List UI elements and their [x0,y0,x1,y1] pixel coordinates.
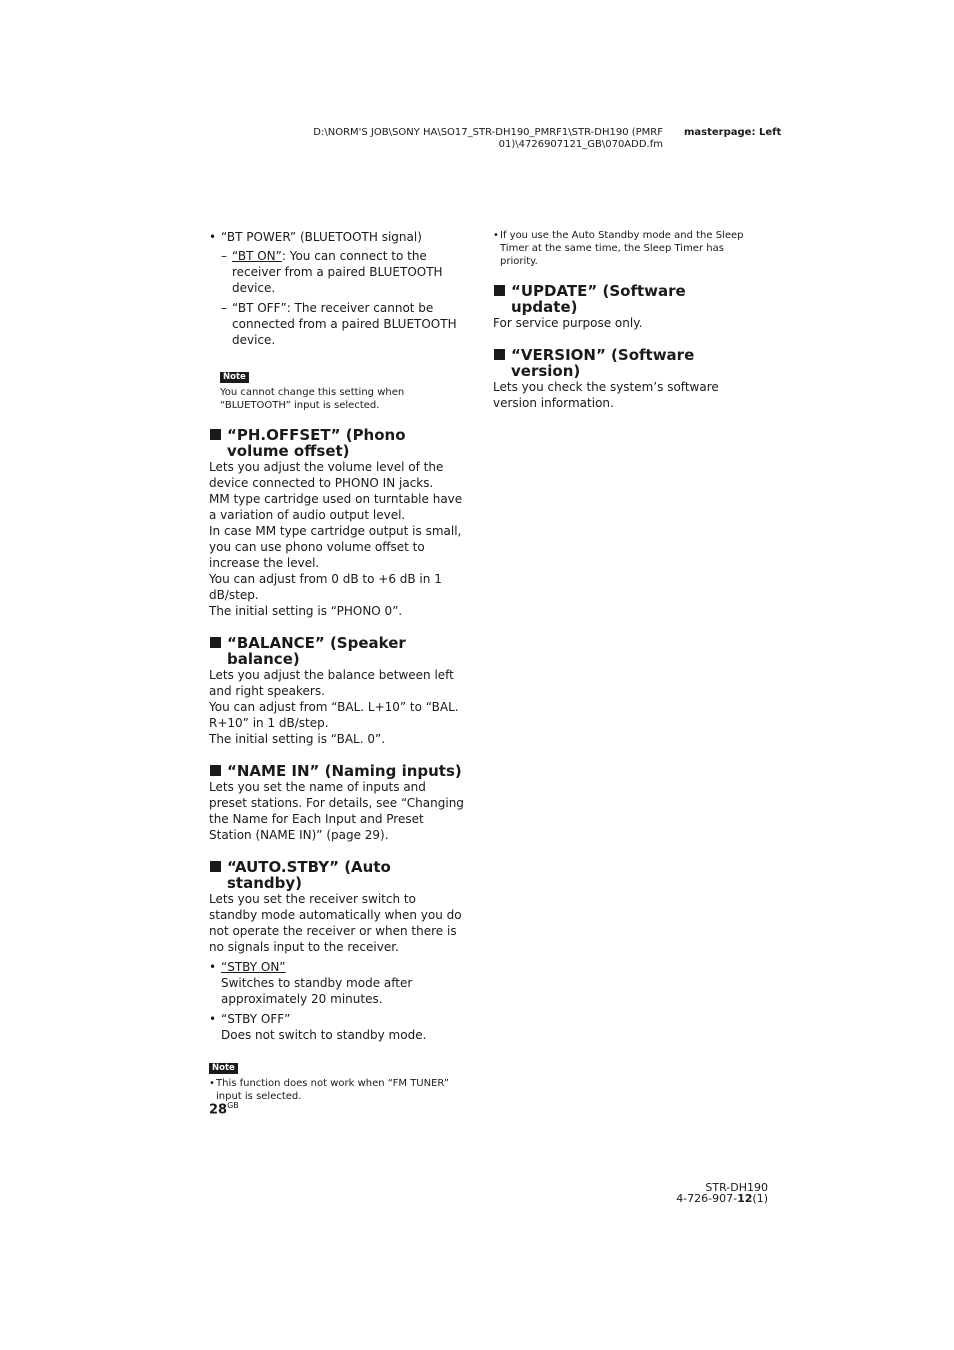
note-block-bluetooth [220,364,464,412]
section-heading-version: “VERSION” (Software version) [493,347,755,379]
section-ph-offset [209,427,464,619]
paragraph: The initial setting is “BAL. 0”. [209,732,386,746]
paragraph: You can adjust from “BAL. L+10” to “BAL. R+10” in 1 dB/step. [209,700,459,730]
file-path-line-1: D:\NORM'S JOB\SONY HA\SO17_STR-DH190_PMRF1\STR-DH190 (PMRF [313,127,663,138]
file-path-line-2: 01)\4726907121_GB\070ADD.fm [498,139,663,150]
masterpage-label: masterpage: Left [684,127,782,138]
note-text: You cannot change this setting when “BLUETOOTH” input is selected. [220,387,405,411]
note-bullet: • If you use the Auto Standby mode and the Sleep Timer at the same time, the Sleep Timer has priority. [493,229,755,268]
model-info [640,1182,768,1204]
square-bullet-icon [494,349,505,360]
note-badge: Note [209,1063,238,1074]
bt-on-item [209,248,464,296]
paragraph: For service purpose only. [493,316,643,330]
square-bullet-icon [494,285,505,296]
square-bullet-icon [210,765,221,776]
paragraph: You can adjust from 0 dB to +6 dB in 1 dB/step. [209,572,442,602]
paragraph: MM type cartridge used on turntable have a variation of audio output level. [209,492,463,522]
section-update [493,283,755,331]
bt-on-label: “BT ON” [232,249,282,263]
bt-on-text: : You can connect to the receiver from a paired BLUETOOTH device. [232,249,443,295]
paragraph: The initial setting is “PHONO 0”. [209,604,403,618]
section-heading-update: “UPDATE” (Software update) [493,283,755,315]
page-number: $28^{GB}$ [209,1101,239,1118]
stby-on-desc: Switches to standby mode after approximately 20 minutes. [221,976,413,1006]
section-heading-ph-offset: “PH.OFFSET” (Phono volume offset) [209,427,464,459]
paragraph: In case MM type cartridge output is small, you can use phono volume offset to increase the level. [209,524,462,570]
section-auto-stby [209,859,464,1043]
note-block-auto-stby [209,1055,464,1103]
paragraph: Lets you check the system’s software version information. [493,380,719,410]
model-code: 4-726-907-12(1) [676,1192,768,1205]
stby-on-label: “STBY ON” [221,960,286,974]
section-name-in [209,763,464,843]
stby-on-item [209,959,464,1007]
file-path-header [280,127,663,151]
paragraph: Lets you adjust the balance between left and right speakers. [209,668,454,698]
paragraph: Lets you set the name of inputs and preset stations. For details, see “Changing the Name for Each Input and Preset Station (NAME IN)” (page 29). [209,780,464,842]
section-heading-name-in: “NAME IN” (Naming inputs) [209,763,464,779]
stby-off-desc: Does not switch to standby mode. [221,1028,427,1042]
stby-off-item [209,1011,464,1043]
stby-off-label: “STBY OFF” [221,1012,291,1026]
bt-power-item: • “BT POWER” (BLUETOOTH signal) [209,229,464,245]
bt-off-item: – “BT OFF”: The receiver cannot be connected from a paired BLUETOOTH device. [209,300,464,348]
left-column [209,229,464,1103]
page-suffix: GB [227,1101,239,1110]
section-balance [209,635,464,747]
section-heading-balance: “BALANCE” (Speaker balance) [209,635,464,667]
square-bullet-icon [210,429,221,440]
section-version [493,347,755,411]
model-name: STR-DH190 [705,1181,768,1194]
paragraph: Lets you set the receiver switch to standby mode automatically when you do not operate the receiver or when there is no signals input to the receiver. [209,892,462,954]
paragraph: Lets you adjust the volume level of the device connected to PHONO IN jacks. [209,460,444,490]
right-column [493,229,755,411]
square-bullet-icon [210,637,221,648]
note-badge: Note [220,372,249,383]
section-heading-auto-stby: “AUTO.STBY” (Auto standby) [209,859,464,891]
note-text: • This function does not work when “FM TUNER” input is selected. [209,1077,464,1103]
square-bullet-icon [210,861,221,872]
